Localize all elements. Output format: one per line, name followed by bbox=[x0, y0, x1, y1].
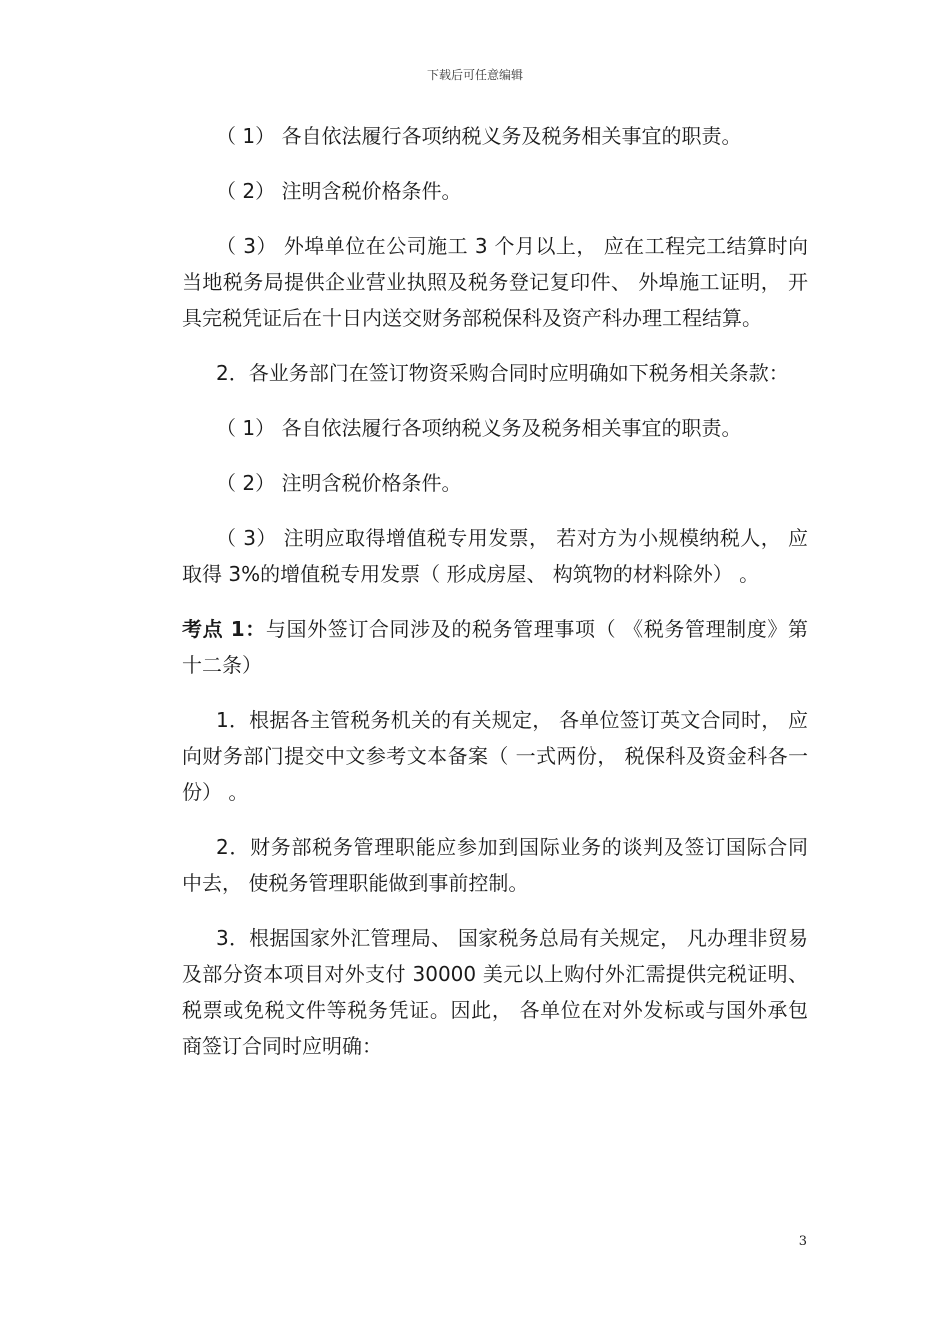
paragraph: （ 2） 注明含税价格条件。 bbox=[216, 471, 462, 495]
document-body bbox=[182, 118, 808, 1064]
kaodian-label: 考点 1： bbox=[182, 617, 266, 641]
paragraph: 2．财务部税务管理职能应参加到国际业务的谈判及签订国际合同中去， 使税务管理职能做到事前控制。 bbox=[182, 835, 808, 895]
kaodian-heading bbox=[182, 611, 808, 683]
paragraph: 3．根据国家外汇管理局、 国家税务总局有关规定， 凡办理非贸易及部分资本项目对外支付 30000 美元以上购付外汇需提供完税证明、 税票或免税文件等税务凭证。因此， 各单位在对外发标或与国外承包商签订合同时应明确： bbox=[182, 926, 808, 1058]
paragraph: 1．根据各主管税务机关的有关规定， 各单位签订英文合同时， 应向财务部门提交中文参考文本备案（ 一式两份， 税保科及资金科各一份） 。 bbox=[182, 708, 808, 804]
page-number: 3 bbox=[798, 1234, 807, 1249]
paragraph: （ 1） 各自依法履行各项纳税义务及税务相关事宜的职责。 bbox=[216, 416, 742, 440]
paragraph: （ 3） 外埠单位在公司施工 3 个月以上， 应在工程完工结算时向当地税务局提供企业营业执照及税务登记复印件、 外埠施工证明， 开具完税凭证后在十日内送交财务部税保科及资产科办理工程结算。 bbox=[182, 234, 808, 330]
paragraph: 2．各业务部门在签订物资采购合同时应明确如下税务相关条款： bbox=[216, 361, 789, 385]
kaodian-text: 与国外签订合同涉及的税务管理事项（ 《税务管理制度》第十二条） bbox=[182, 617, 808, 677]
paragraph: （ 2） 注明含税价格条件。 bbox=[216, 179, 462, 203]
paragraph: （ 1） 各自依法履行各项纳税义务及税务相关事宜的职责。 bbox=[216, 124, 742, 148]
page-header: 下载后可任意编辑 bbox=[426, 68, 523, 82]
paragraph: （ 3） 注明应取得增值税专用发票， 若对方为小规模纳税人， 应取得 3%的增值税专用发票（ 形成房屋、 构筑物的材料除外） 。 bbox=[182, 526, 808, 586]
